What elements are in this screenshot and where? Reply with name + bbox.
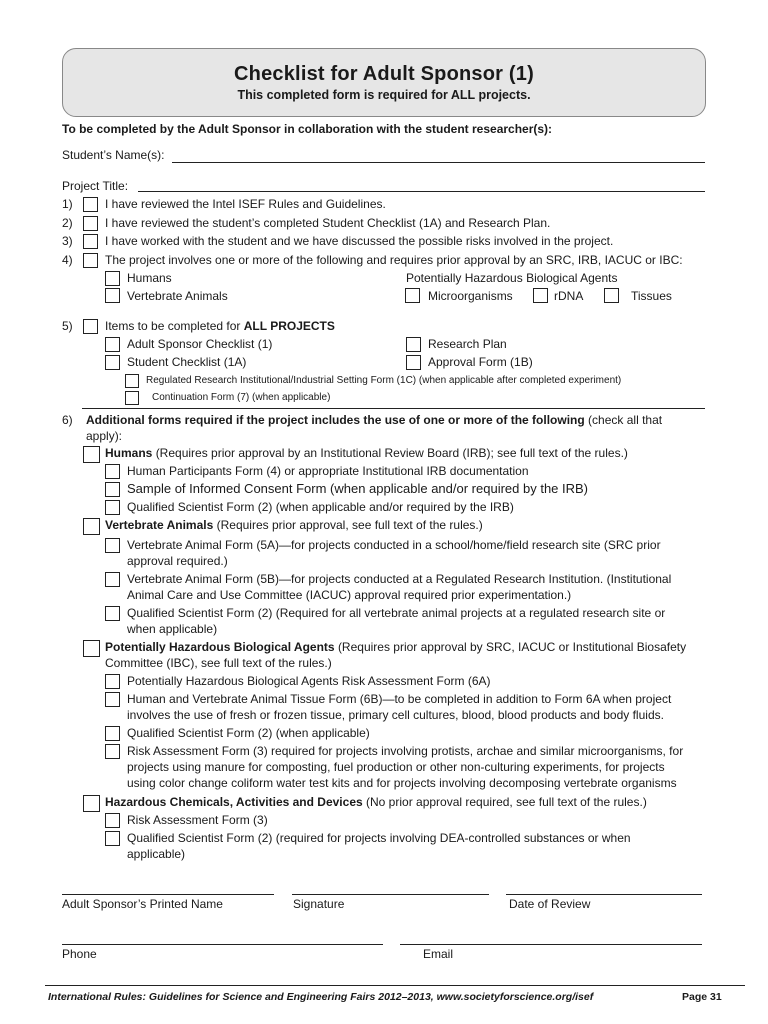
s6-hazchem-bold: Hazardous Chemicals, Activities and Devices	[105, 795, 363, 809]
phone-field[interactable]	[62, 944, 383, 945]
tissues-label: Tissues	[631, 289, 672, 303]
form-7-label: Continuation Form (7) (when applicable)	[152, 392, 331, 403]
project-title-field[interactable]	[138, 191, 705, 192]
item-4-checkbox[interactable]	[83, 253, 98, 268]
footer-text: International Rules: Guidelines for Science and Engineering Fairs 2012–2013, www.societyforscience.org/isef	[48, 991, 594, 1003]
p3-label: Qualified Scientist Form (2) (when applicable)	[127, 726, 370, 740]
intro-text: To be completed by the Adult Sponsor in collaboration with the student researcher(s):	[62, 122, 553, 136]
h1-label: Human Participants Form (4) or appropriate Institutional IRB documentation	[127, 464, 529, 478]
approval-form-checkbox[interactable]	[406, 355, 421, 370]
s6-hazchem-checkbox[interactable]	[83, 795, 100, 812]
approval-form-label: Approval Form (1B)	[428, 355, 533, 369]
v2-label-line2: Animal Care and Use Committee (IACUC) approval required prior experimentation.)	[127, 588, 572, 602]
item-6-tail: (check all that	[588, 413, 663, 427]
project-title-label: Project Title:	[62, 179, 129, 193]
printed-name-label: Adult Sponsor’s Printed Name	[62, 897, 223, 911]
item-2-label: I have reviewed the student’s completed Student Checklist (1A) and Research Plan.	[105, 216, 551, 230]
item-6-label	[86, 412, 662, 428]
date-field[interactable]	[506, 894, 702, 895]
item-6-number: 6)	[62, 413, 73, 427]
page-number: Page 31	[682, 991, 722, 1003]
h2-checkbox[interactable]	[105, 482, 120, 497]
humans-label: Humans	[127, 271, 172, 285]
p2-label-line2: involves the use of fresh or frozen tissue, primary cell cultures, blood, blood products and body fluids.	[127, 708, 664, 722]
c1-label: Risk Assessment Form (3)	[127, 813, 268, 827]
date-label: Date of Review	[509, 897, 591, 911]
v2-label-line1: Vertebrate Animal Form (5B)—for projects conducted at a Regulated Research Institution. (Institutional	[127, 572, 672, 586]
item-2-checkbox[interactable]	[83, 216, 98, 231]
p1-label: Potentially Hazardous Biological Agents Risk Assessment Form (6A)	[127, 674, 491, 688]
form-subtitle: This completed form is required for ALL projects.	[237, 88, 531, 102]
item-1-number: 1)	[62, 197, 73, 211]
microorganisms-checkbox[interactable]	[405, 288, 420, 303]
v2-checkbox[interactable]	[105, 572, 120, 587]
item-4-number: 4)	[62, 253, 73, 267]
adult-sponsor-checklist-checkbox[interactable]	[105, 337, 120, 352]
s6-humans-bold: Humans	[105, 446, 153, 460]
v3-label-line1: Qualified Scientist Form (2) (Required for all vertebrate animal projects at a regulated research site or	[127, 606, 666, 620]
item-6-bold: Additional forms required if the project includes the use of one or more of the following	[86, 413, 585, 427]
p2-checkbox[interactable]	[105, 692, 120, 707]
s6-phba-desc: (Requires prior approval by SRC, IACUC or Institutional Biosafety	[337, 640, 687, 654]
c2-label-line1: Qualified Scientist Form (2) (required for projects involving DEA-controlled substances or when	[127, 831, 631, 845]
s6-vertebrate-checkbox[interactable]	[83, 518, 100, 535]
item-5-checkbox[interactable]	[83, 319, 98, 334]
v1-label-line2: approval required.)	[127, 554, 228, 568]
footer-rule	[45, 985, 745, 986]
h1-checkbox[interactable]	[105, 464, 120, 479]
c2-checkbox[interactable]	[105, 831, 120, 846]
form-1c-checkbox[interactable]	[125, 374, 139, 388]
adult-sponsor-checklist-label: Adult Sponsor Checklist (1)	[127, 337, 273, 351]
item-5-number: 5)	[62, 319, 73, 333]
signature-field[interactable]	[292, 894, 489, 895]
rdna-label: rDNA	[554, 289, 584, 303]
item-2-number: 2)	[62, 216, 73, 230]
s6-phba-line2: Committee (IBC), see full text of the rules.)	[105, 656, 332, 670]
s6-humans-checkbox[interactable]	[83, 446, 100, 463]
p4-checkbox[interactable]	[105, 744, 120, 759]
item-1-label: I have reviewed the Intel ISEF Rules and Guidelines.	[105, 197, 386, 211]
s6-phba-label	[105, 639, 686, 655]
form-title: Checklist for Adult Sponsor (1)	[234, 63, 534, 85]
h3-label: Qualified Scientist Form (2) (when applicable and/or required by the IRB)	[127, 500, 514, 514]
email-field[interactable]	[400, 944, 702, 945]
h3-checkbox[interactable]	[105, 500, 120, 515]
c1-checkbox[interactable]	[105, 813, 120, 828]
v1-checkbox[interactable]	[105, 538, 120, 553]
students-name-label: Student’s Name(s):	[62, 148, 165, 162]
p3-checkbox[interactable]	[105, 726, 120, 741]
item-3-checkbox[interactable]	[83, 234, 98, 249]
printed-name-field[interactable]	[62, 894, 274, 895]
item-5-bold: ALL PROJECTS	[243, 319, 335, 333]
rdna-checkbox[interactable]	[533, 288, 548, 303]
humans-checkbox[interactable]	[105, 271, 120, 286]
student-checklist-checkbox[interactable]	[105, 355, 120, 370]
section-divider	[82, 408, 705, 409]
item-3-label: I have worked with the student and we have discussed the possible risks involved in the project.	[105, 234, 614, 248]
phba-heading: Potentially Hazardous Biological Agents	[406, 271, 618, 285]
s6-phba-bold: Potentially Hazardous Biological Agents	[105, 640, 335, 654]
item-4-label: The project involves one or more of the following and requires prior approval by an SRC, IRB, IACUC or IBC:	[105, 253, 683, 267]
item-5-prefix: Items to be completed for	[105, 319, 241, 333]
signature-label: Signature	[293, 897, 345, 911]
s6-phba-checkbox[interactable]	[83, 640, 100, 657]
s6-vertebrate-label	[105, 517, 483, 533]
vertebrate-animals-label: Vertebrate Animals	[127, 289, 228, 303]
item-3-number: 3)	[62, 234, 73, 248]
s6-hazchem-desc: (No prior approval required, see full text of the rules.)	[366, 795, 647, 809]
s6-humans-desc: (Requires prior approval by an Institutional Review Board (IRB); see full text of the rules.)	[155, 446, 628, 460]
student-checklist-label: Student Checklist (1A)	[127, 355, 247, 369]
p1-checkbox[interactable]	[105, 674, 120, 689]
students-name-field[interactable]	[172, 162, 705, 163]
p4-label-line3: using color change coliform water test kits and for projects involving decomposing vertebrate organisms	[127, 776, 677, 790]
v3-checkbox[interactable]	[105, 606, 120, 621]
s6-hazchem-label	[105, 794, 647, 810]
p4-label-line2: projects using manure for composting, fuel production or other non-culturing experiments, for projects	[127, 760, 665, 774]
header-box	[62, 48, 706, 117]
research-plan-checkbox[interactable]	[406, 337, 421, 352]
item-5-label	[105, 318, 335, 334]
vertebrate-animals-checkbox[interactable]	[105, 288, 120, 303]
research-plan-label: Research Plan	[428, 337, 507, 351]
form-7-checkbox[interactable]	[125, 391, 139, 405]
v3-label-line2: when applicable)	[127, 622, 218, 636]
item-6-line2: apply):	[86, 429, 123, 443]
s6-vertebrate-desc: (Requires prior approval, see full text of the rules.)	[216, 518, 483, 532]
c2-label-line2: applicable)	[127, 847, 186, 861]
v1-label-line1: Vertebrate Animal Form (5A)—for projects conducted in a school/home/field research site (SRC prior	[127, 538, 661, 552]
microorganisms-label: Microorganisms	[428, 289, 513, 303]
p2-label-line1: Human and Vertebrate Animal Tissue Form (6B)—to be completed in addition to Form 6A when project	[127, 692, 672, 706]
s6-humans-label	[105, 445, 628, 461]
form-1c-label: Regulated Research Institutional/Industrial Setting Form (1C) (when applicable after completed experiment)	[146, 375, 622, 386]
tissues-checkbox[interactable]	[604, 288, 619, 303]
h2-label: Sample of Informed Consent Form (when applicable and/or required by the IRB)	[127, 481, 589, 496]
s6-vertebrate-bold: Vertebrate Animals	[105, 518, 214, 532]
phone-label: Phone	[62, 947, 97, 961]
p4-label-line1: Risk Assessment Form (3) required for projects involving protists, archae and similar microorganisms, for	[127, 744, 684, 758]
email-label: Email	[423, 947, 454, 961]
item-1-checkbox[interactable]	[83, 197, 98, 212]
